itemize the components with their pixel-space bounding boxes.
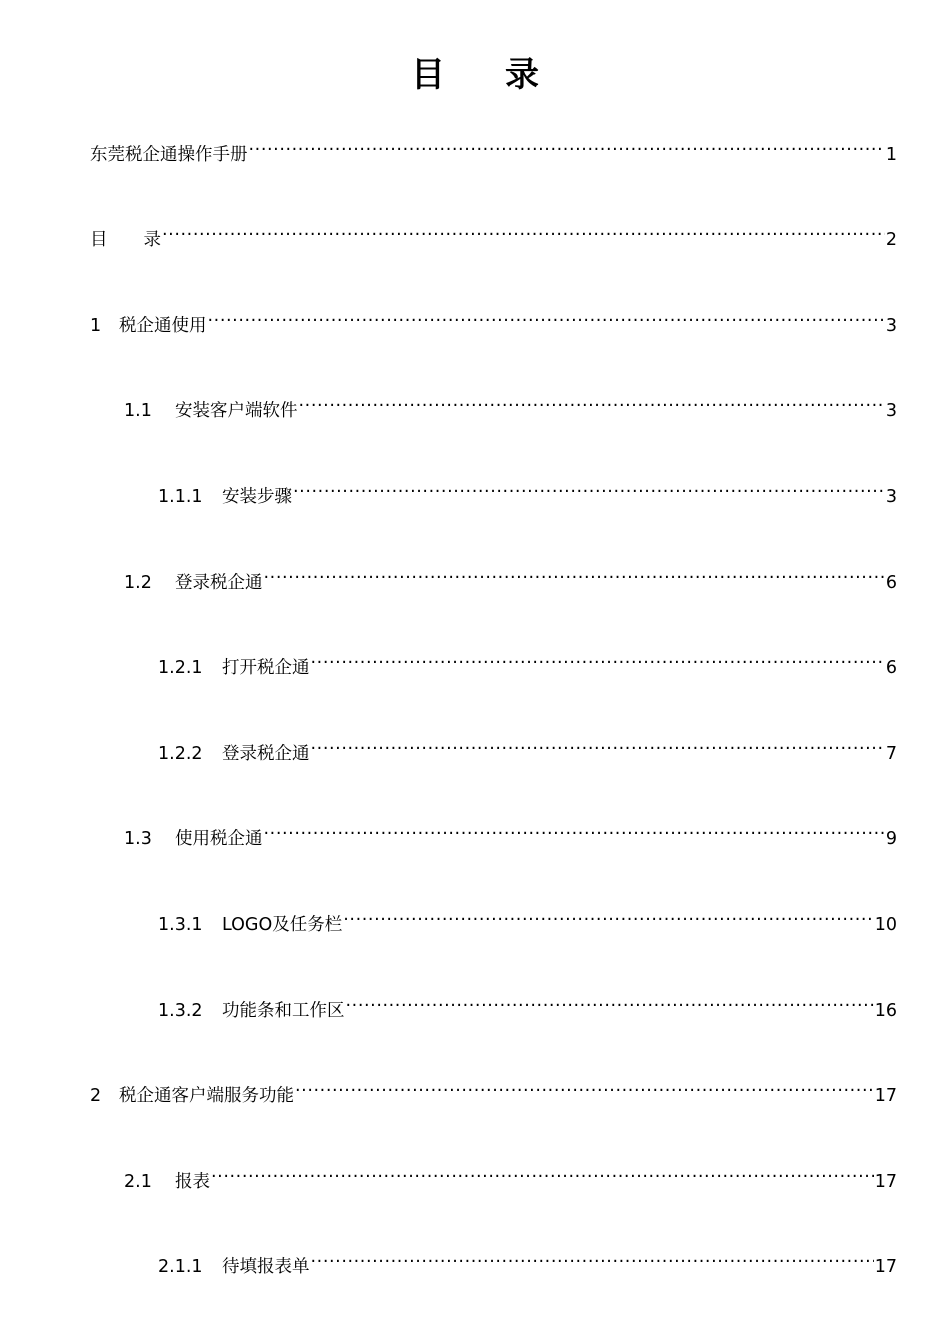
toc-page-number: 7 [885, 744, 897, 764]
toc-entry-1-1-1[interactable] [158, 472, 897, 507]
toc-page-number: 17 [874, 1172, 897, 1192]
toc-entry-text: 税企通使用 [119, 316, 207, 336]
toc-section-number: 1.2 [124, 573, 152, 593]
toc-page-number: 3 [885, 401, 897, 421]
toc-dot-leader [162, 215, 885, 245]
toc-page-number: 16 [874, 1001, 897, 1021]
toc-dot-leader [311, 643, 885, 673]
toc-entry-text: 东莞税企通操作手册 [90, 145, 248, 165]
toc-section-number: 1.3.1 [158, 915, 203, 935]
toc-page-number: 10 [874, 915, 897, 935]
toc-entry-text: 登录税企通 [222, 744, 310, 764]
toc-entry-contents[interactable] [90, 215, 897, 250]
toc-section-number: 1 [90, 316, 102, 336]
toc-section-number: 2 [90, 1086, 102, 1106]
toc-dot-leader [346, 986, 874, 1016]
toc-entry-text: 使用税企通 [175, 829, 263, 849]
toc-dot-leader [295, 1071, 874, 1101]
page-title [0, 52, 950, 98]
toc-page-number: 6 [885, 658, 897, 678]
toc-section-number: 1.3.2 [158, 1001, 203, 1021]
toc-entry-1-3-1[interactable] [158, 900, 897, 935]
toc-entry-text: 功能条和工作区 [222, 1001, 345, 1021]
toc-dot-leader [293, 472, 885, 502]
toc-entry-text: 安装步骤 [222, 487, 292, 507]
toc-entry-text: 报表 [175, 1172, 210, 1192]
toc-entry-1[interactable] [90, 301, 897, 336]
toc-section-number: 1.3 [124, 829, 152, 849]
toc-entry-text [90, 225, 161, 255]
toc-dot-leader [311, 1242, 874, 1272]
toc-entry-text: 待填报表单 [222, 1257, 310, 1277]
toc-entry-1-2-1[interactable] [158, 643, 897, 678]
toc-dot-leader [264, 814, 885, 844]
toc-entry-text: 安装客户端软件 [175, 401, 298, 421]
toc-entry-text: LOGO及任务栏 [222, 915, 343, 935]
page-title-part-1: 目 [411, 55, 445, 95]
toc-entry-text: 税企通客户端服务功能 [119, 1086, 294, 1106]
toc-page-number: 3 [885, 316, 897, 336]
toc-section-number: 1.2.1 [158, 658, 203, 678]
toc-entry-1-2-2[interactable] [158, 729, 897, 764]
toc-entry-1-2[interactable] [124, 558, 897, 593]
toc-dot-leader [208, 301, 885, 331]
toc-page-number: 6 [885, 573, 897, 593]
toc-dot-leader [343, 900, 873, 930]
toc-entry-1-3[interactable] [124, 814, 897, 849]
toc-entry-2[interactable] [90, 1071, 897, 1106]
toc-dot-leader [211, 1157, 874, 1187]
toc-dot-leader [311, 729, 885, 759]
toc-section-number: 2.1.1 [158, 1257, 203, 1277]
toc-entry-2-1[interactable] [124, 1157, 897, 1192]
toc-entry-text: 登录税企通 [175, 573, 263, 593]
toc-dot-leader [264, 558, 885, 588]
toc-entry-2-1-1[interactable] [158, 1242, 897, 1277]
toc-page-number: 2 [885, 230, 897, 250]
toc-entry-manual[interactable] [90, 130, 897, 165]
toc-section-number: 1.1.1 [158, 487, 203, 507]
toc-entry-text-part-1: 目 [90, 230, 108, 250]
toc-page-number: 1 [885, 145, 897, 165]
toc-section-number: 1.2.2 [158, 744, 203, 764]
toc-page-number: 17 [874, 1257, 897, 1277]
toc-section-number: 2.1 [124, 1172, 152, 1192]
page-title-part-2: 录 [505, 55, 539, 95]
toc-entry-1-3-2[interactable] [158, 986, 897, 1021]
toc-page-number: 9 [885, 829, 897, 849]
toc-dot-leader [299, 386, 885, 416]
toc-page-number: 3 [885, 487, 897, 507]
toc-page-number: 17 [874, 1086, 897, 1106]
toc-entry-text: 打开税企通 [222, 658, 310, 678]
toc-entry-text-part-2: 录 [143, 230, 161, 250]
toc-dot-leader [249, 130, 885, 160]
toc-entry-1-1[interactable] [124, 386, 897, 421]
toc-section-number: 1.1 [124, 401, 152, 421]
